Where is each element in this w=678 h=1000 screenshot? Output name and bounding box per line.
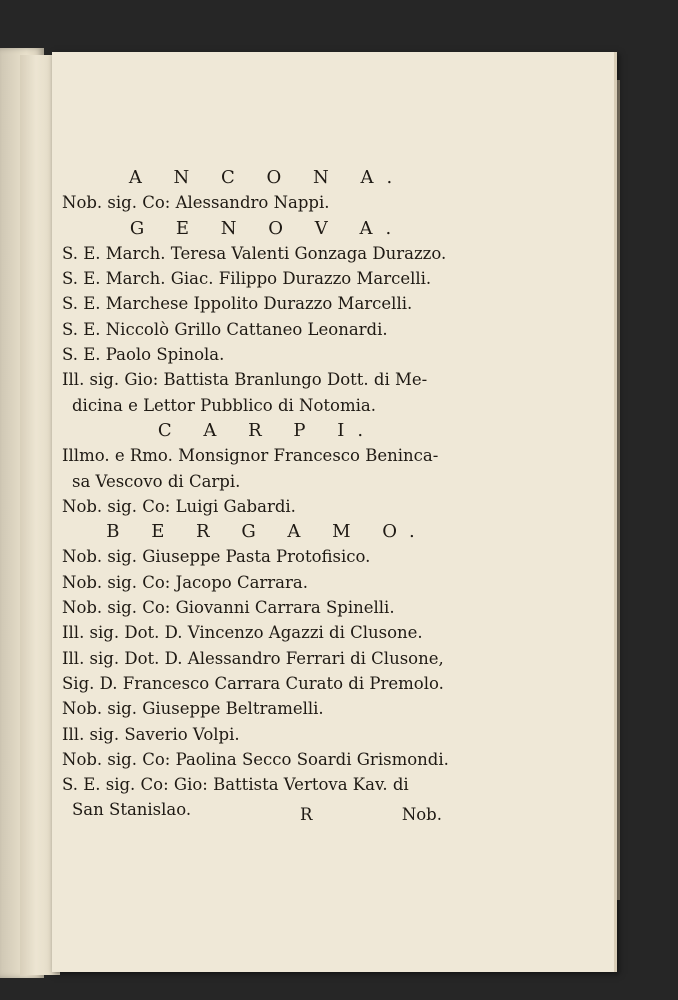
entry-line: Ill. sig. Saverio Volpi.	[62, 724, 240, 744]
entry-line: Nob. sig. Co: Jacopo Carrara.	[62, 572, 308, 592]
entry-line: S. E. Paolo Spinola.	[62, 345, 225, 365]
entry-line: Nob. sig. Co: Alessandro Nappi.	[62, 193, 330, 213]
entry-line: Nob. sig. Giuseppe Beltramelli.	[62, 699, 324, 719]
heading-genova: G E N O V A.	[129, 217, 405, 239]
entry-line: Ill. sig. Gio: Battista Branlungo Dott. di Me-	[62, 370, 428, 390]
entry-line: Nob. sig. Co: Giovanni Carrara Spinelli.	[62, 598, 395, 618]
entry-line: Nob. sig. Giuseppe Pasta Protofisico.	[62, 547, 371, 567]
entry-line-continued: dicina e Lettor Pubblico di Notomia.	[72, 395, 376, 415]
entry-line: S. E. Marchese Ippolito Durazzo Marcelli.	[62, 294, 413, 314]
entry-line: S. E. sig. Co: Gio: Battista Vertova Kav. di	[62, 775, 409, 795]
heading-ancona: A N C O N A.	[128, 167, 406, 188]
entry-line: Sig. D. Francesco Carrara Curato di Premolo.	[62, 673, 444, 693]
entry-line: Nob. sig. Co: Luigi Gabardi.	[62, 496, 296, 516]
page-footer	[62, 805, 442, 830]
entry-line: Ill. sig. Dot. D. Alessandro Ferrari di Clusone,	[62, 648, 444, 668]
entry-line: Ill. sig. Dot. D. Vincenzo Agazzi di Clusone.	[62, 623, 423, 643]
entry-line: S. E. March. Teresa Valenti Gonzaga Durazzo.	[62, 243, 447, 263]
signature-mark: R	[300, 805, 313, 824]
entry-line: Nob. sig. Co: Paolina Secco Soardi Grismondi.	[62, 749, 449, 769]
catchword: Nob.	[401, 805, 442, 824]
page-text	[62, 165, 449, 823]
heading-bergamo: B E R G A M O.	[106, 521, 428, 543]
entry-line-continued: San Stanislao.	[72, 800, 192, 820]
entry-line: S. E. March. Giac. Filippo Durazzo Marcelli.	[62, 269, 432, 289]
entry-line: S. E. Niccolò Grillo Cattaneo Leonardi.	[62, 319, 388, 339]
entry-line: Illmo. e Rmo. Monsignor Francesco Beninca-	[62, 446, 439, 466]
heading-carpi: C A R P I.	[157, 419, 377, 441]
entry-line-continued: sa Vescovo di Carpi.	[72, 471, 241, 491]
